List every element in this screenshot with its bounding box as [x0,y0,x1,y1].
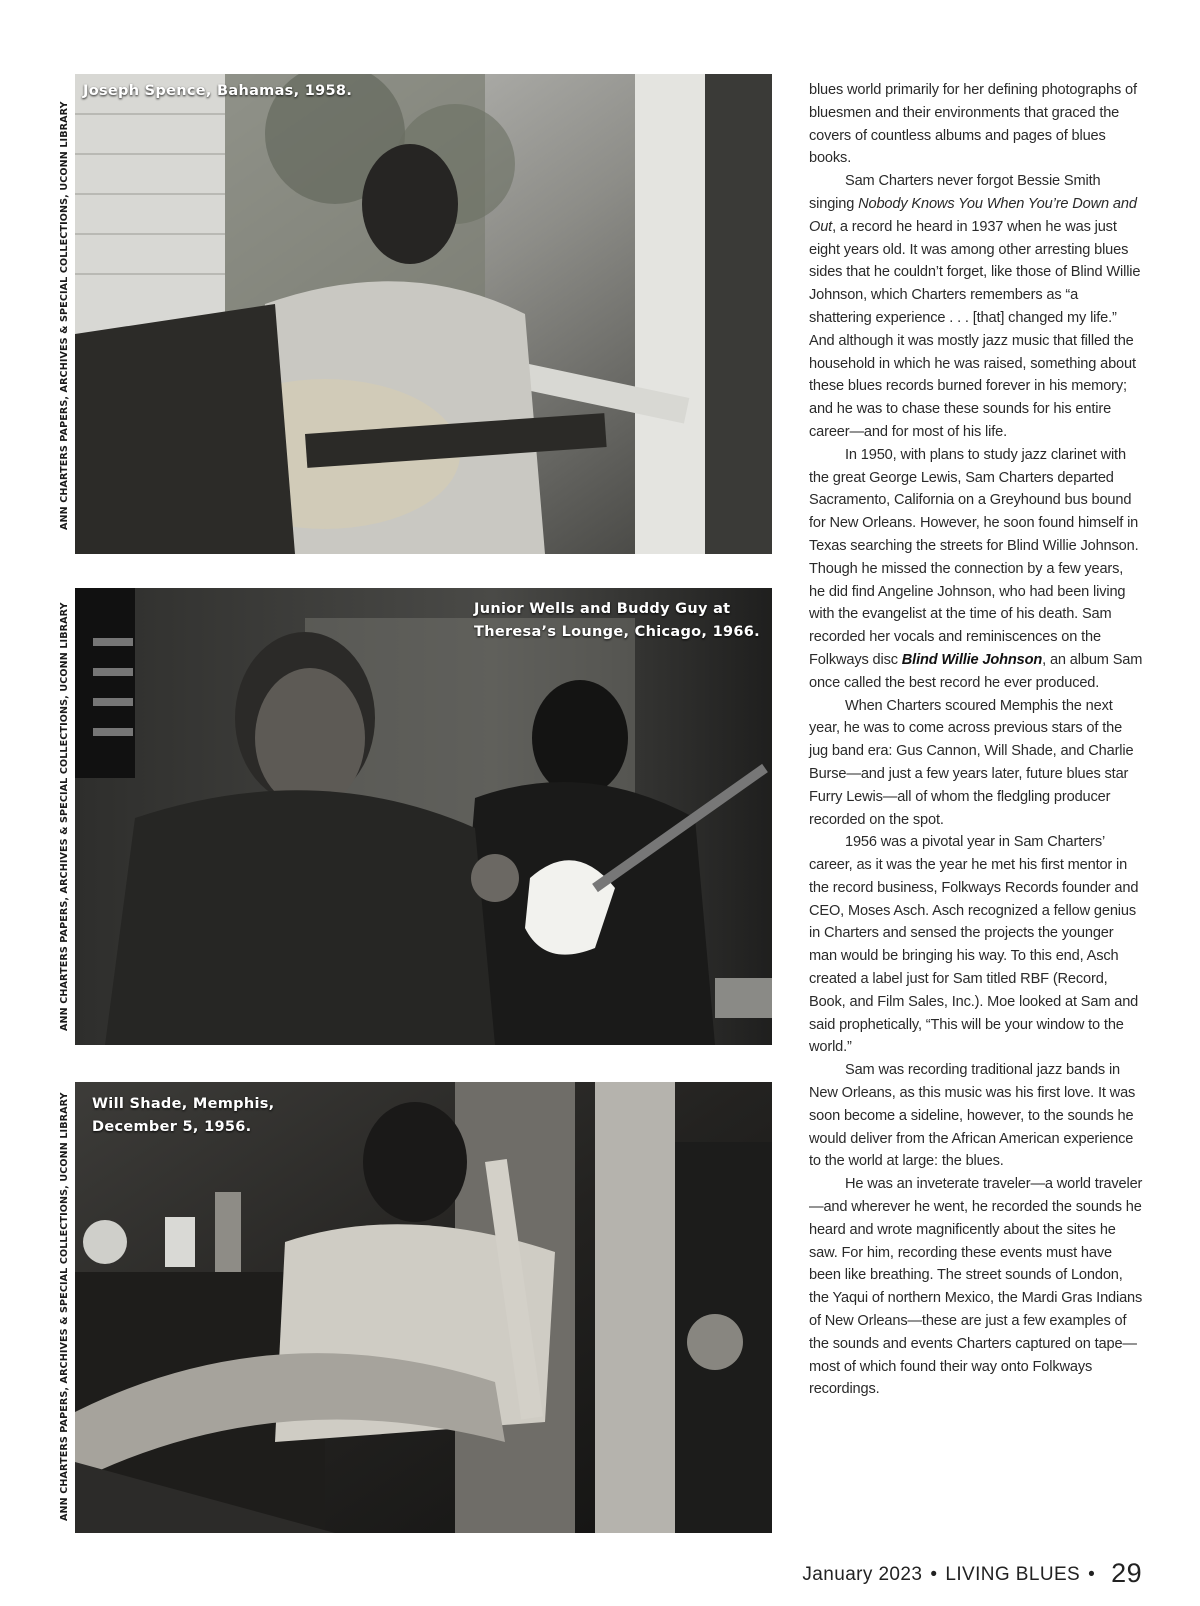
text-run: Sam Charters never forgot Bessie Smith singing [809,173,1101,212]
magazine-name: LIVING BLUES [945,1564,1081,1585]
caption-line: December 5, 1956. [92,1119,252,1135]
photo-will-shade [75,1082,772,1533]
photo-credit-2: ANN CHARTERS PAPERS, ARCHIVES & SPECIAL COLLECTIONS, UCONN LIBRARY [59,602,70,1032]
photo-caption-2 [474,598,760,644]
article-paragraph: 1956 was a pivotal year in Sam Charters’ career, as it was the year he met his first mentor in the record business, Folkways Records founder and CEO, Moses Asch. Asch recognized a fellow genius in Charters and sensed the projects the younger man would be bringing his way. To this end, Asch created a label just for Sam titled RBF (Record, Book, and Film Sales, Inc.). Moe looked at Sam and said prophetically, “This will be your window to the world.” [809,834,1139,1056]
article-body [809,79,1143,1401]
page-footer [802,1556,1142,1587]
separator: • [1088,1564,1096,1585]
photo-caption-1 [83,80,352,103]
photo-caption-3 [92,1093,274,1139]
article-paragraph: Sam was recording traditional jazz bands in New Orleans, as this music was his first love. It was soon become a sideline, however, to the sounds he would deliver from the African American experience to the world at large: the blues. [809,1062,1136,1170]
photo-will-shade-image [75,1082,772,1533]
article-paragraph: When Charters scoured Memphis the next year, he was to come across previous stars of the jug band era: Gus Cannon, Will Shade, and Charlie Burse—and just a few years later, future blues star Furry Lewis—all of whom the fledgling producer recorded on the spot. [809,697,1134,828]
photo-joseph-spence [75,74,772,554]
photo-junior-wells-buddy-guy [75,588,772,1045]
photo-joseph-spence-image [75,74,772,554]
record-title: Nobody Knows You When You’re Down and Out [809,195,1137,235]
article-paragraph: blues world primarily for her defining photographs of bluesmen and their environments that graced the covers of countless albums and pages of blues books. [809,82,1137,167]
album-title: Blind Willie Johnson [901,651,1043,668]
caption-line: Will Shade, Memphis, [92,1096,275,1112]
article-paragraph [809,444,1143,695]
page-number: 29 [1111,1558,1142,1588]
article-paragraph [809,170,1143,444]
photo-junior-wells-image [75,588,772,1045]
issue-date: January 2023 [802,1564,923,1585]
photo-credit-3: ANN CHARTERS PAPERS, ARCHIVES & SPECIAL COLLECTIONS, UCONN LIBRARY [59,1092,70,1522]
text-run: , a record he heard in 1937 when he was just eight years old. It was among other arresting blues sides that he couldn’t forget, like those of Blind Willie Johnson, which Charters remembers as “a shattering experience . . . [that] changed my life.” And although it was mostly jazz music that filled the household in which he was raised, something about these blues records burned forever in his memory; and he was to chase these sounds for his entire career—and for most of his life. [809,218,1141,440]
separator: • [930,1564,938,1585]
caption-line: Junior Wells and Buddy Guy at [474,601,731,617]
caption-line: Joseph Spence, Bahamas, 1958. [83,83,353,99]
photo-credit-1: ANN CHARTERS PAPERS, ARCHIVES & SPECIAL COLLECTIONS, UCONN LIBRARY [59,101,70,531]
text-run: In 1950, with plans to study jazz clarinet with the great George Lewis, Sam Charters departed Sacramento, California on a Greyhound bus bound for New Orleans. However, he soon found himself in Texas searching the streets for Blind Willie Johnson. Though he missed the connection by a few years, he did find Angeline Johnson, who had been living with the evangelist at the time of his death. Sam recorded her vocals and reminiscences on the Folkways disc [809,446,1139,668]
text-run: , an album Sam once called the best record he ever produced. [809,651,1143,691]
article-paragraph: He was an inveterate traveler—a world traveler—and wherever he went, he recorded the sounds he heard and wrote magnificently about the sites he saw. For him, recording these events must have been like breathing. The street sounds of London, the Yaqui of northern Mexico, the Mardi Gras Indians of New Orleans—these are just a few examples of the sounds and events Charters captured on tape—most of which found their way onto Folkways recordings. [809,1176,1143,1398]
caption-line: Theresa’s Lounge, Chicago, 1966. [474,624,760,640]
